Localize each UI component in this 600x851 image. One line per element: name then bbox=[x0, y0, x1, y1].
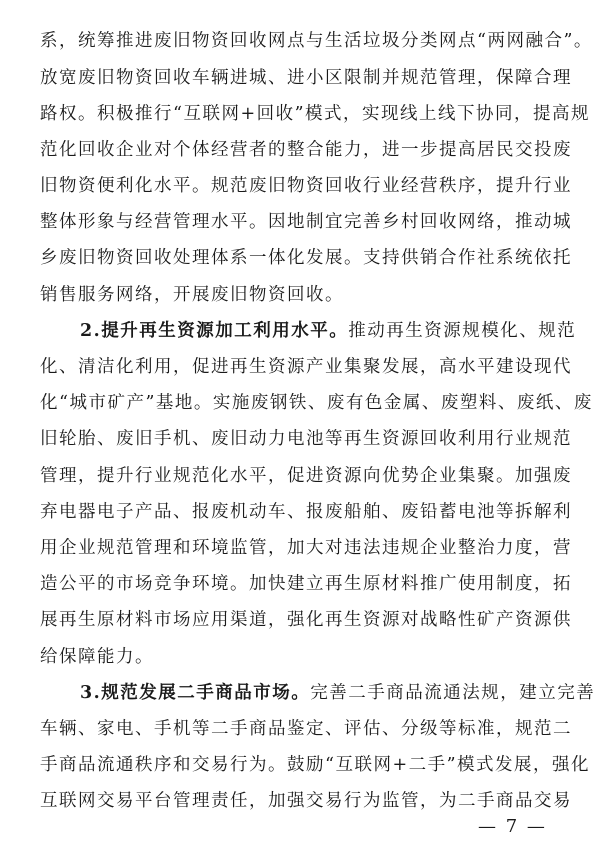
paragraph-line: 放宽废旧物资回收车辆进城、进小区限制并规范管理，保障合理 bbox=[40, 68, 572, 88]
paragraph-line: 给保障能力。 bbox=[40, 647, 154, 667]
section-3-first-line bbox=[80, 675, 596, 711]
section-2-first-line bbox=[80, 313, 577, 349]
paragraph-line: 旧轮胎、废旧手机、废旧动力电池等再生资源回收利用行业规范 bbox=[40, 429, 572, 449]
section-2-heading: 2.提升再生资源加工利用水平。 bbox=[80, 321, 349, 341]
paragraph-line: 乡废旧物资回收处理体系一体化发展。支持供销合作社系统依托 bbox=[40, 248, 572, 268]
paragraph-line: 管理，提升行业规范化水平，促进资源向优势企业集聚。加强废 bbox=[40, 466, 572, 486]
paragraph-line: 造公平的市场竞争环境。加快建立再生原材料推广使用制度，拓 bbox=[40, 574, 572, 594]
paragraph-line: 整体形象与经营管理水平。因地制宜完善乡村回收网络，推动城 bbox=[40, 212, 572, 232]
paragraph-line: 车辆、家电、手机等二手商品鉴定、评估、分级等标准，规范二 bbox=[40, 719, 572, 739]
paragraph-line: 旧物资便利化水平。规范废旧物资回收行业经营秩序，提升行业 bbox=[40, 176, 572, 196]
paragraph-line: 弃电器电子产品、报废机动车、报废船舶、废铅蓄电池等拆解利 bbox=[40, 502, 572, 522]
paragraph-line: 互联网交易平台管理责任，加强交易行为监管，为二手商品交易 bbox=[40, 791, 572, 811]
paragraph-line: 范化回收企业对个体经营者的整合能力，进一步提高居民交投废 bbox=[40, 140, 572, 160]
paragraph-line: 路权。积极推行“互联网+回收”模式，实现线上线下协同，提高规 bbox=[40, 104, 591, 124]
paragraph-line: 化“城市矿产”基地。实施废钢铁、废有色金属、废塑料、废纸、废 bbox=[40, 393, 593, 413]
paragraph-line: 化、清洁化利用，促进再生资源产业集聚发展，高水平建设现代 bbox=[40, 357, 572, 377]
section-3-first-line-text: 完善二手商品流通法规，建立完善 bbox=[310, 683, 596, 703]
paragraph-line: 用企业规范管理和环境监管，加大对违法违规企业整治力度，营 bbox=[40, 538, 572, 558]
paragraph-line: 销售服务网络，开展废旧物资回收。 bbox=[40, 285, 344, 305]
paragraph-line: 展再生原材料市场应用渠道，强化再生资源对战略性矿产资源供 bbox=[40, 610, 572, 630]
page-number: — 7 — bbox=[478, 816, 547, 837]
paragraph-line: 系，统筹推进废旧物资回收网点与生活垃圾分类网点“两网融合”。 bbox=[40, 31, 593, 51]
section-3-heading: 3.规范发展二手商品市场。 bbox=[80, 683, 311, 703]
section-2-first-line-text: 推动再生资源规模化、规范 bbox=[348, 321, 577, 341]
paragraph-line: 手商品流通秩序和交易行为。鼓励“互联网+二手”模式发展，强化 bbox=[40, 755, 591, 775]
